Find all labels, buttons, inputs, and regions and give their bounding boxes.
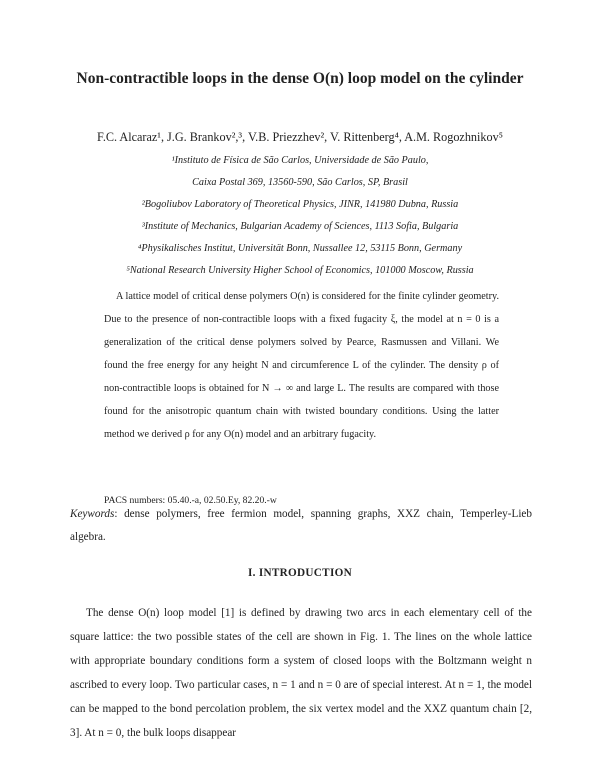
author-list: F.C. Alcaraz¹, J.G. Brankov²,³, V.B. Priezzhev², V. Rittenberg⁴, A.M. Rogozhnikov⁵ [97, 130, 503, 144]
abstract-text: A lattice model of critical dense polymers O(n) is considered for the finite cylinder geometry. Due to the presence of non-contractible loops with a fixed fugacity ξ, the model at n = 0 is a generalization of the critical dense polymers solved by Pearce, Rasmussen and Villani. We found the free energy for any height N and circumference L of the cylinder. The density ρ of non-contractible loops is obtained for N → ∞ and large L. The results are compared with those found for the anisotropic quantum chain with twisted boundary conditions. Using the latter method we derived ρ for any O(n) model and an arbitrary fugacity. [104, 291, 499, 440]
keywords-text: : dense polymers, free fermion model, spanning graphs, XXZ chain, Temperley-Lieb algebra. [70, 508, 532, 543]
keywords-label: Keywords [70, 508, 115, 520]
section-heading: I. INTRODUCTION [248, 567, 352, 579]
affiliation-line: Caixa Postal 369, 13560-590, São Carlos, SP, Brasil [192, 177, 408, 188]
abstract [104, 285, 499, 446]
pacs-numbers: PACS numbers: 05.40.-a, 02.50.Ey, 82.20.-w [104, 495, 277, 506]
affiliations [60, 150, 540, 282]
introduction-paragraph: The dense O(n) loop model [1] is defined by drawing two arcs in each elementary cell of the square lattice: the two possible states of the cell are shown in Fig. 1. The lines on the whole lattice with appropriate boundary conditions form a system of closed loops with the Boltzmann weight n ascribed to every loop. Two particular cases, n = 1 and n = 0 are of special interest. At n = 1, the model can be mapped to the bond percolation problem, the six vertex model and the XXZ quantum chain [2, 3]. At n = 0, the bulk loops disappear [70, 607, 532, 739]
affiliation-line: ⁵National Research University Higher School of Economics, 101000 Moscow, Russia [126, 265, 474, 276]
keywords [70, 503, 532, 549]
affiliation-line: ²Bogoliubov Laboratory of Theoretical Physics, JINR, 141980 Dubna, Russia [141, 199, 459, 210]
affiliation-line: ³Institute of Mechanics, Bulgarian Academy of Sciences, 1113 Sofia, Bulgaria [141, 221, 459, 232]
paper-title: Non-contractible loops in the dense O(n) loop model on the cylinder [76, 70, 524, 87]
affiliation-line: ¹Instituto de Física de São Carlos, Universidade de São Paulo, [171, 155, 429, 166]
affiliation-line: ⁴Physikalisches Institut, Universität Bonn, Nussallee 12, 53115 Bonn, Germany [137, 243, 463, 254]
introduction-body [70, 601, 532, 745]
